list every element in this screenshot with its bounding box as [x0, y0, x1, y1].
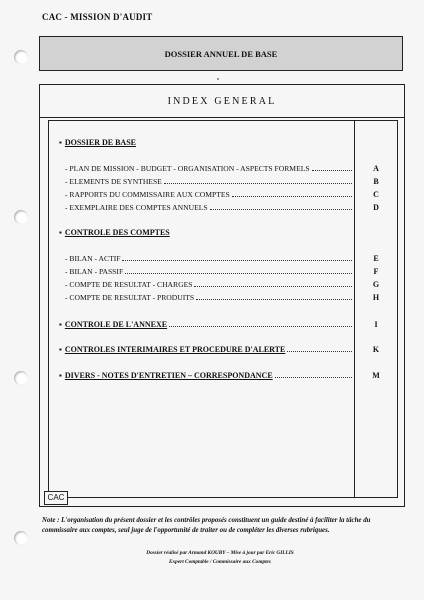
binder-hole-top	[14, 50, 28, 64]
index-item: - BILAN - PASSIF	[65, 267, 353, 276]
section-heading-dossier-de-base: ▪ DOSSIER DE BASE	[59, 138, 136, 147]
dossier-title-box	[39, 36, 403, 71]
header-label: CAC - MISSION D'AUDIT	[42, 12, 153, 22]
letter-a: A	[373, 164, 379, 173]
letter-f: F	[373, 267, 379, 276]
section-heading-controles-interimaires: ▪ CONTROLES INTERIMAIRES ET PROCEDURE D'ALERTE	[59, 345, 353, 354]
speck-mark	[217, 78, 219, 80]
index-item: - COMPTE DE RESULTAT - CHARGES	[65, 280, 353, 289]
letter-column	[354, 121, 397, 497]
dossier-title: DOSSIER ANNUEL DE BASE	[164, 48, 278, 59]
footer-note: Note : L'organisation du présent dossier et les contrôles proposés constituent un guide destiné à faciliter la tâche du commissaire aux comptes, seul juge de l'opportunité de traiter ou de compléter les diverses rubriques.	[42, 517, 371, 534]
letter-c: C	[373, 190, 379, 199]
letter-m: M	[372, 371, 380, 380]
index-item: - COMPTE DE RESULTAT - PRODUITS	[65, 293, 353, 302]
index-item: - ELEMENTS DE SYNTHESE	[65, 177, 353, 186]
section-heading-divers: ▪ DIVERS - NOTES D'ENTRETIEN – CORRESPONDANCE	[59, 371, 353, 380]
index-frame	[39, 84, 405, 507]
index-item: - BILAN - ACTIF	[65, 254, 353, 263]
bullet-mark: ▪	[59, 371, 62, 380]
bullet-mark: ▪	[59, 138, 62, 147]
letter-d: D	[373, 203, 379, 212]
letter-b: B	[373, 177, 379, 186]
binder-hole-bottom	[14, 531, 28, 545]
bullet-mark: ▪	[59, 228, 62, 237]
index-title: INDEX GENERAL	[167, 95, 277, 107]
index-header	[40, 85, 404, 118]
cac-stamp: CAC	[44, 491, 68, 505]
binder-hole-upper-middle	[14, 210, 28, 224]
credits-line-2: Expert Comptable / Commissaire aux Comptes	[169, 558, 271, 565]
bullet-mark: ▪	[59, 320, 62, 329]
letter-k: K	[372, 345, 380, 354]
letter-h: H	[372, 293, 380, 302]
letter-i: I	[374, 320, 378, 329]
index-item: - EXEMPLAIRE DES COMPTES ANNUELS	[65, 203, 353, 212]
index-item: - PLAN DE MISSION - BUDGET - ORGANISATION - ASPECTS FORMELS	[65, 164, 353, 173]
index-table	[48, 120, 398, 498]
credits-line-1: Dossier réalisé par Armand KOUBY – Mise à jour par Eric GILLIS	[146, 550, 294, 556]
binder-hole-lower-middle	[14, 371, 28, 385]
letter-e: E	[373, 254, 379, 263]
section-heading-controle-des-comptes: ▪ CONTROLE DES COMPTES	[59, 228, 170, 237]
section-heading-controle-annexe: ▪ CONTROLE DE L'ANNEXE	[59, 320, 353, 329]
index-item: - RAPPORTS DU COMMISSAIRE AUX COMPTES	[65, 190, 353, 199]
credits	[100, 549, 340, 566]
bullet-mark: ▪	[59, 345, 62, 354]
letter-g: G	[372, 280, 380, 289]
